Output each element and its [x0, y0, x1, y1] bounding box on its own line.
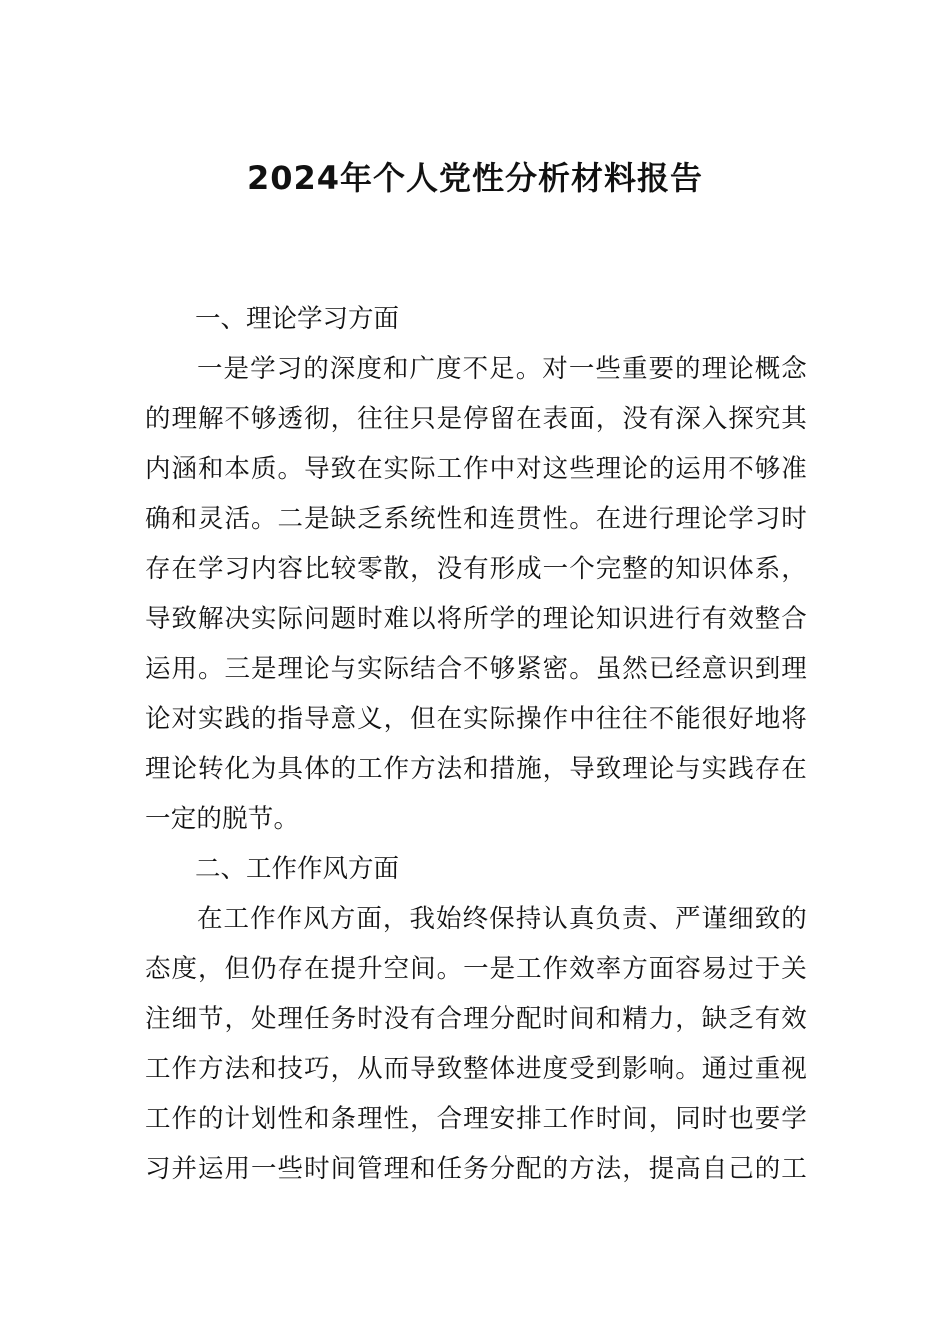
paragraph-line: 一定的脱节。 — [145, 804, 300, 834]
paragraph-line: 运用。三是理论与实际结合不够紧密。虽然已经意识到理 — [145, 654, 807, 684]
paragraph-line: 内涵和本质。导致在实际工作中对这些理论的运用不够准 — [145, 454, 807, 484]
paragraph-line: 的理解不够透彻，往往只是停留在表面，没有深入探究其 — [145, 404, 807, 434]
paragraph-line: 习并运用一些时间管理和任务分配的方法，提高自己的工 — [145, 1154, 807, 1184]
paragraph-line: 态度，但仍存在提升空间。一是工作效率方面容易过于关 — [145, 954, 807, 984]
paragraph-line: 工作的计划性和条理性，合理安排工作时间，同时也要学 — [145, 1104, 807, 1134]
paragraph-line: 导致解决实际问题时难以将所学的理论知识进行有效整合 — [145, 604, 807, 634]
paragraph-line: 存在学习内容比较零散，没有形成一个完整的知识体系， — [145, 554, 807, 584]
paragraph-line: 一是学习的深度和广度不足。对一些重要的理论概念 — [197, 354, 807, 384]
paragraph-line: 论对实践的指导意义，但在实际操作中往往不能很好地将 — [145, 704, 807, 734]
paragraph-line: 工作方法和技巧，从而导致整体进度受到影响。通过重视 — [145, 1054, 807, 1084]
paragraph-line: 在工作作风方面，我始终保持认真负责、严谨细致的 — [197, 904, 807, 934]
section-heading-theory: 一、理论学习方面 — [195, 304, 400, 334]
paragraph-line: 注细节，处理任务时没有合理分配时间和精力，缺乏有效 — [145, 1004, 807, 1034]
document-body — [145, 294, 807, 1194]
section-heading-work-style: 二、工作作风方面 — [195, 854, 400, 884]
paragraph-line: 确和灵活。二是缺乏系统性和连贯性。在进行理论学习时 — [145, 504, 807, 534]
paragraph-line: 理论转化为具体的工作方法和措施，导致理论与实践存在 — [145, 754, 807, 784]
document-title: 2024年个人党性分析材料报告 — [246, 159, 704, 197]
